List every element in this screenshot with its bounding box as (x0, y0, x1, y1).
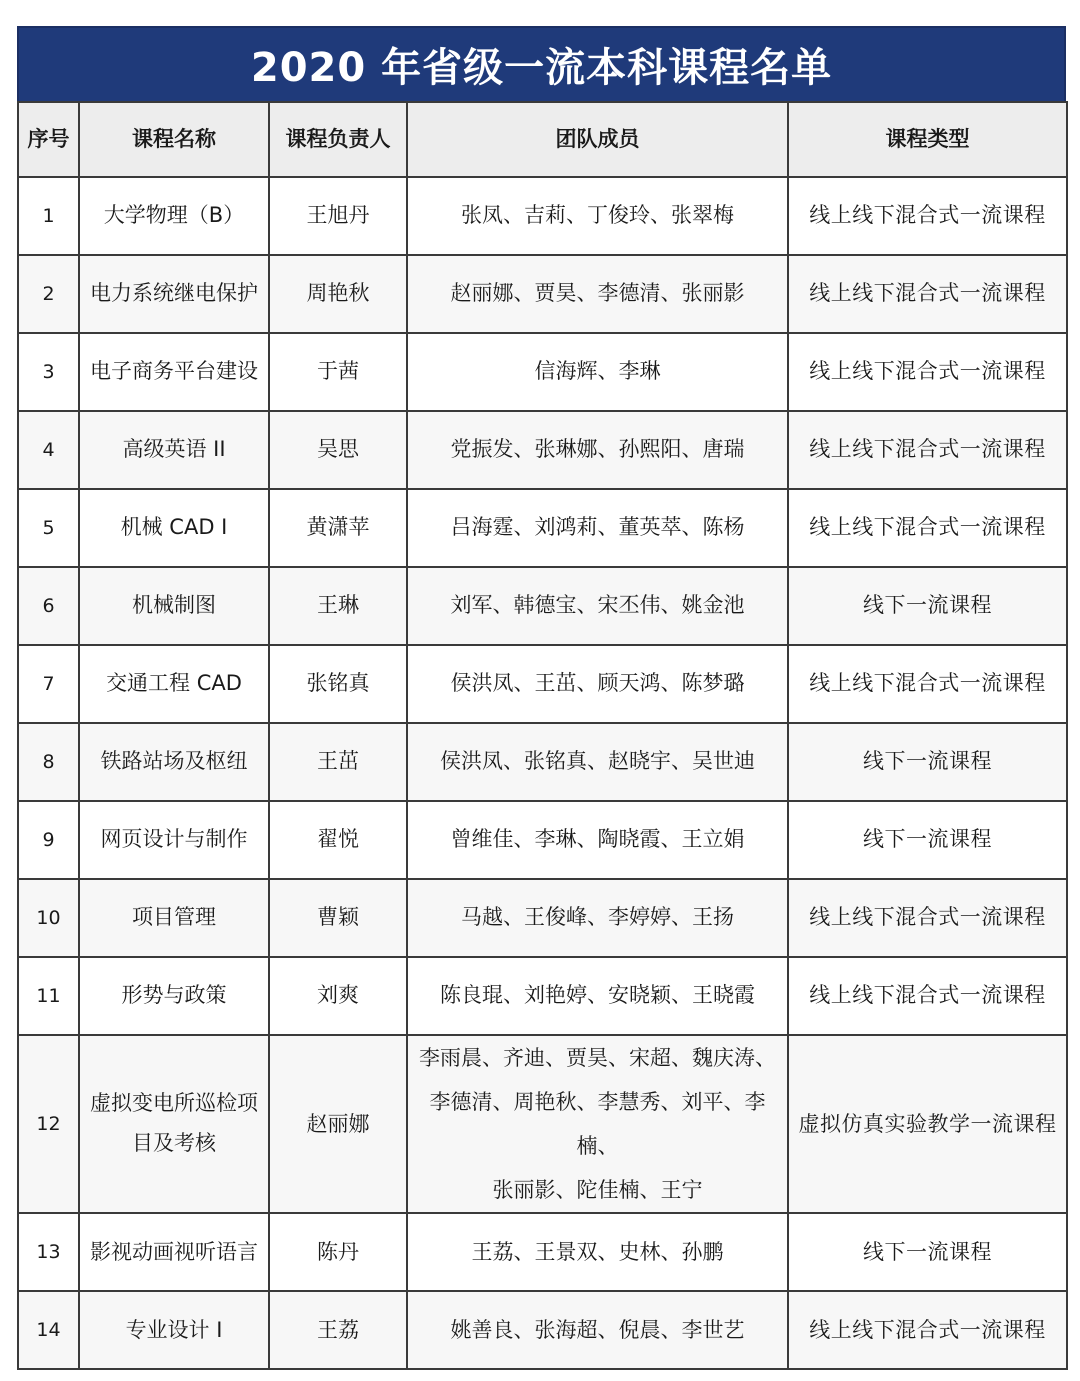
table-row (18, 1291, 1067, 1369)
row-no: 1 (18, 177, 79, 255)
row-team: 姚善良、张海超、倪晨、李世艺 (407, 1291, 788, 1369)
table-row (18, 255, 1067, 333)
row-no: 8 (18, 723, 79, 801)
row-type: 线上线下混合式一流课程 (788, 645, 1067, 723)
row-course: 电力系统继电保护 (79, 255, 269, 333)
row-leader: 刘爽 (269, 957, 407, 1035)
table-row (18, 723, 1067, 801)
row-course: 铁路站场及枢纽 (79, 723, 269, 801)
table-row (18, 1035, 1067, 1213)
row-type: 线下一流课程 (788, 801, 1067, 879)
row-type: 线下一流课程 (788, 723, 1067, 801)
header-type: 课程类型 (788, 102, 1067, 177)
row-no: 2 (18, 255, 79, 333)
row-course-line: 虚拟变电所巡检项 (90, 1091, 258, 1116)
header-course: 课程名称 (79, 102, 269, 177)
table-row (18, 177, 1067, 255)
row-course: 专业设计 I (79, 1291, 269, 1369)
row-team-line: 李德清、周艳秋、李慧秀、刘平、李楠、 (429, 1090, 766, 1159)
row-no: 5 (18, 489, 79, 567)
row-type: 线上线下混合式一流课程 (788, 1291, 1067, 1369)
row-team (407, 1035, 788, 1213)
page-title: 2020 年省级一流本科课程名单 (17, 26, 1066, 101)
row-course: 网页设计与制作 (79, 801, 269, 879)
row-leader: 于茜 (269, 333, 407, 411)
header-row (18, 102, 1067, 177)
row-leader: 翟悦 (269, 801, 407, 879)
row-type: 线上线下混合式一流课程 (788, 333, 1067, 411)
row-no: 6 (18, 567, 79, 645)
row-leader: 王琳 (269, 567, 407, 645)
table-row (18, 801, 1067, 879)
header-team: 团队成员 (407, 102, 788, 177)
row-leader: 王旭丹 (269, 177, 407, 255)
row-team: 马越、王俊峰、李婷婷、王扬 (407, 879, 788, 957)
row-team: 党振发、张琳娜、孙熙阳、唐瑞 (407, 411, 788, 489)
row-leader: 周艳秋 (269, 255, 407, 333)
row-no: 7 (18, 645, 79, 723)
row-no: 13 (18, 1213, 79, 1291)
table-row (18, 333, 1067, 411)
row-team: 张凤、吉莉、丁俊玲、张翠梅 (407, 177, 788, 255)
row-course-line: 目及考核 (132, 1131, 216, 1156)
table-row (18, 645, 1067, 723)
row-no: 12 (18, 1035, 79, 1213)
row-leader: 黄潇苹 (269, 489, 407, 567)
row-course: 机械制图 (79, 567, 269, 645)
row-type: 线上线下混合式一流课程 (788, 957, 1067, 1035)
row-course (79, 1035, 269, 1213)
row-course: 大学物理（B） (79, 177, 269, 255)
row-course: 形势与政策 (79, 957, 269, 1035)
row-type: 线上线下混合式一流课程 (788, 177, 1067, 255)
table-row (18, 567, 1067, 645)
table-row (18, 957, 1067, 1035)
table-row (18, 411, 1067, 489)
row-leader: 赵丽娜 (269, 1035, 407, 1213)
row-no: 3 (18, 333, 79, 411)
row-type: 线上线下混合式一流课程 (788, 489, 1067, 567)
row-leader: 陈丹 (269, 1213, 407, 1291)
row-no: 11 (18, 957, 79, 1035)
table-row (18, 879, 1067, 957)
row-leader: 张铭真 (269, 645, 407, 723)
row-course: 高级英语 II (79, 411, 269, 489)
header-leader: 课程负责人 (269, 102, 407, 177)
row-course: 项目管理 (79, 879, 269, 957)
table-row (18, 1213, 1067, 1291)
row-team: 赵丽娜、贾昊、李德清、张丽影 (407, 255, 788, 333)
row-team: 侯洪凤、王茁、顾天鸿、陈梦璐 (407, 645, 788, 723)
row-team: 陈良琨、刘艳婷、安晓颖、王晓霞 (407, 957, 788, 1035)
row-course: 电子商务平台建设 (79, 333, 269, 411)
row-type: 线下一流课程 (788, 1213, 1067, 1291)
row-leader: 吴思 (269, 411, 407, 489)
row-type: 线下一流课程 (788, 567, 1067, 645)
row-course: 交通工程 CAD (79, 645, 269, 723)
row-no: 9 (18, 801, 79, 879)
row-no: 14 (18, 1291, 79, 1369)
row-type: 线上线下混合式一流课程 (788, 879, 1067, 957)
row-team-line: 李雨晨、齐迪、贾昊、宋超、魏庆涛、 (419, 1046, 776, 1070)
course-table (17, 101, 1068, 1370)
table-header (18, 102, 1067, 177)
row-type: 虚拟仿真实验教学一流课程 (788, 1035, 1067, 1213)
row-leader: 王荔 (269, 1291, 407, 1369)
row-team: 刘军、韩德宝、宋丕伟、姚金池 (407, 567, 788, 645)
table-row (18, 489, 1067, 567)
row-team: 曾维佳、李琳、陶晓霞、王立娟 (407, 801, 788, 879)
row-team: 吕海霆、刘鸿莉、董英萃、陈杨 (407, 489, 788, 567)
row-team: 侯洪凤、张铭真、赵晓宇、吴世迪 (407, 723, 788, 801)
row-no: 4 (18, 411, 79, 489)
table-body (18, 177, 1067, 1369)
header-no: 序号 (18, 102, 79, 177)
row-type: 线上线下混合式一流课程 (788, 411, 1067, 489)
row-team: 信海辉、李琳 (407, 333, 788, 411)
row-team: 王荔、王景双、史林、孙鹏 (407, 1213, 788, 1291)
row-type: 线上线下混合式一流课程 (788, 255, 1067, 333)
row-team-line: 张丽影、陀佳楠、王宁 (492, 1178, 703, 1203)
row-course: 机械 CAD I (79, 489, 269, 567)
row-course: 影视动画视听语言 (79, 1213, 269, 1291)
course-list-sheet (17, 26, 1066, 1370)
row-no: 10 (18, 879, 79, 957)
row-leader: 王茁 (269, 723, 407, 801)
row-leader: 曹颖 (269, 879, 407, 957)
